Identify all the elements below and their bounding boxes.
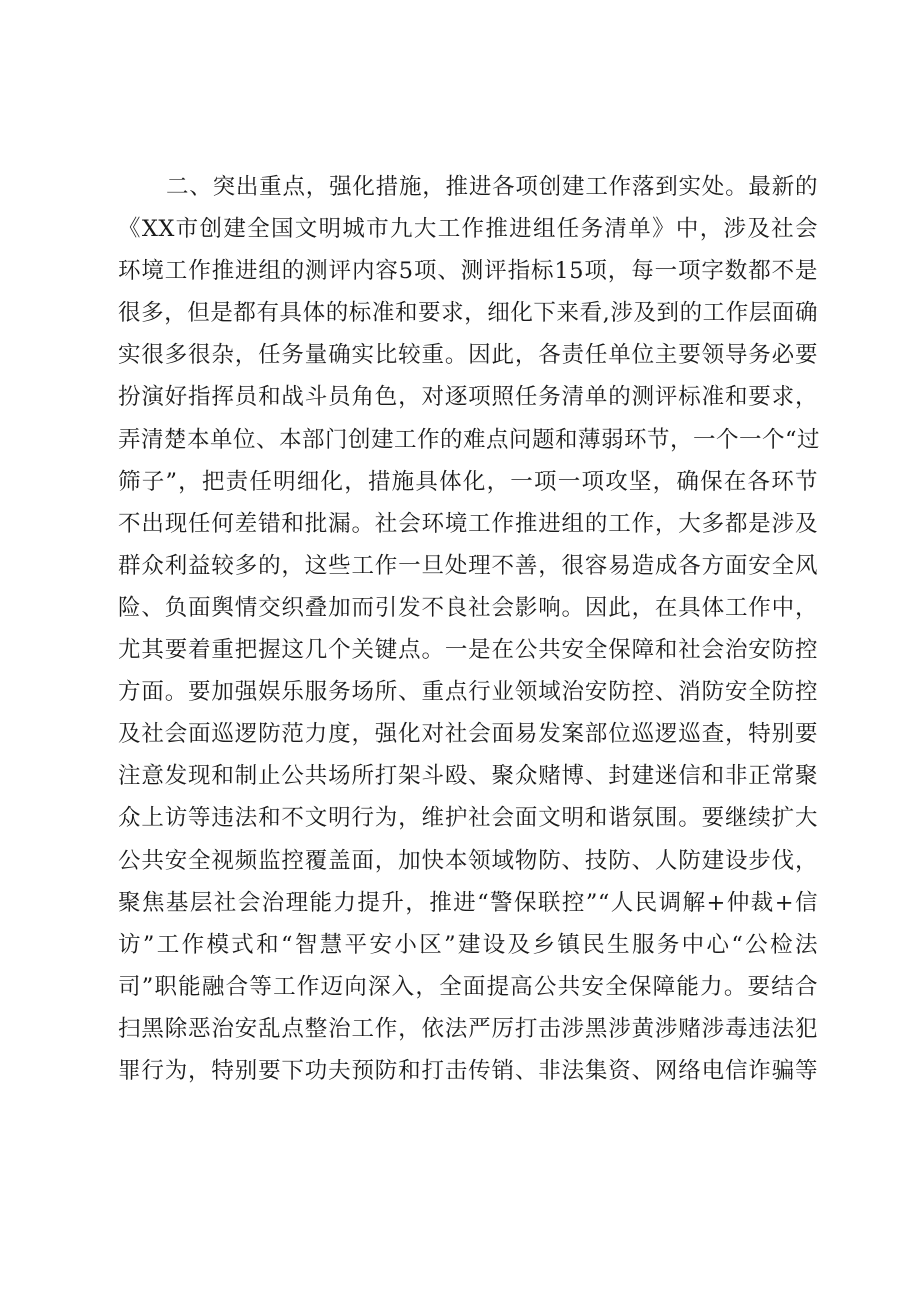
paragraph-line-17: 公共安全视频监控覆盖面，加快本领域物防、技防、人防建设步伐， [118,847,818,874]
paragraph-line-14: 及社会面巡逻防范力度，强化对社会面易发案部位巡逻巡查，特别要 [118,721,818,748]
paragraph-line-12: 尤其要着重把握这几个关键点。一是在公共安全保障和社会治安防控 [118,637,818,664]
paragraph-line-10: 群众利益较多的，这些工作一旦处理不善，很容易造成各方面安全风 [118,552,818,579]
paragraph-line-2: 《XX市创建全国文明城市九大工作推进组任务清单》中，涉及社会 [118,216,818,243]
paragraph-line-20: 司”职能融合等工作迈向深入，全面提高公共安全保障能力。要结合 [118,973,818,1000]
paragraph-line-15: 注意发现和制止公共场所打架斗殴、聚众赌博、封建迷信和非正常聚 [118,763,818,790]
paragraph-line-21: 扫黑除恶治安乱点整治工作，依法严厉打击涉黑涉黄涉赌涉毒违法犯 [118,1015,818,1042]
paragraph-line-6: 扮演好指挥员和战斗员角色，对逐项照任务清单的测评标准和要求， [118,384,818,411]
paragraph-line-9: 不出现任何差错和批漏。社会环境工作推进组的工作，大多都是涉及 [118,510,818,537]
paragraph-line-5: 实很多很杂，任务量确实比较重。因此，各责任单位主要领导务必要 [118,342,818,369]
paragraph-line-13: 方面。要加强娱乐服务场所、重点行业领域治安防控、消防安全防控 [118,679,818,706]
paragraph-line-11: 险、负面舆情交织叠加而引发不良社会影响。因此，在具体工作中， [118,594,818,621]
paragraph-line-19: 访”工作模式和“智慧平安小区”建设及乡镇民生服务中心“公检法 [118,931,818,958]
body-paragraph [118,166,821,1092]
paragraph-line-4: 很多，但是都有具体的标准和要求，细化下来看,涉及到的工作层面确 [118,300,818,327]
paragraph-line-1: 二、突出重点，强化措施，推进各项创建工作落到实处。最新的 [166,174,818,200]
paragraph-line-8: 筛子”，把责任明细化，措施具体化，一项一项攻坚，确保在各环节 [118,468,818,495]
paragraph-line-18: 聚焦基层社会治理能力提升，推进“警保联控”“人民调解+仲裁+信 [118,889,818,916]
paragraph-line-3: 环境工作推进组的测评内容5项、测评指标15项，每一项字数都不是 [118,258,818,285]
paragraph-line-22: 罪行为，特别要下功夫预防和打击传销、非法集资、网络电信诈骗等 [118,1057,818,1084]
paragraph-line-7: 弄清楚本单位、本部门创建工作的难点问题和薄弱环节，一个一个“过 [118,426,821,453]
paragraph-line-16: 众上访等违法和不文明行为，维护社会面文明和谐氛围。要继续扩大 [118,805,818,832]
